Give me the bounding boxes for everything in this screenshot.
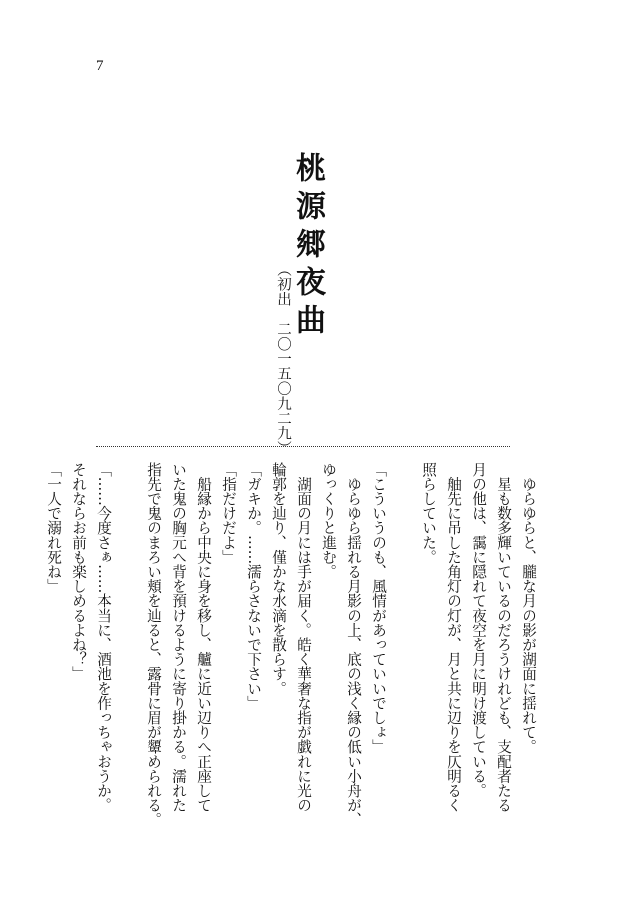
body-line: 星も数多輝いているのだろうけれども、支配者たる: [495, 462, 512, 813]
paragraph-break: [391, 462, 416, 463]
story-title: 桃源郷夜曲: [290, 152, 325, 342]
body-line: 船縁から中央に身を移し、艫に近い辺りへ正座して: [195, 462, 212, 813]
body-line: いた鬼の胸元へ背を預けるように寄り掛かる。濡れた: [170, 462, 187, 813]
body-line: ゆっくりと進む。: [320, 462, 337, 579]
body-line: 照らしていた。: [420, 462, 437, 565]
story-body: [45, 462, 541, 827]
page-number: 7: [96, 58, 104, 74]
body-line: 「指だけだよ」: [220, 462, 237, 565]
body-line: 「ガキか。……濡らさないで下さい」: [245, 462, 262, 711]
body-line: ゆらゆらと、朧な月の影が湖面に揺れて。: [520, 462, 537, 754]
body-line: 指先で鬼のまろい頬を辿ると、露骨に眉が顰められる。: [145, 462, 162, 827]
body-line: 湖面の月には手が届く。皓く華奢な指が戯れに光の: [295, 462, 312, 813]
body-line: それならお前も楽しめるよね？」: [70, 462, 87, 681]
body-line: 「こういうのも、風情があっていいでしょ」: [370, 462, 387, 754]
body-line: 月の他は、靄に隠れて夜空を月に明け渡している。: [470, 462, 487, 798]
paragraph-break: [116, 462, 141, 463]
section-divider: [96, 446, 510, 447]
first-publication-note: （初出 二〇一五〇九二九）: [275, 262, 291, 456]
body-line: 輪郭を辿り、僅かな水滴を散らす。: [270, 462, 287, 696]
body-line: 「……今度さぁ……本当に、酒池を作っちゃおうか。: [95, 462, 112, 813]
body-line: 舳先に吊した角灯の灯が、月と共に辺りを仄明るく: [445, 462, 462, 813]
body-line: 「一人で溺れ死ね」: [45, 462, 62, 594]
body-line: ゆらゆら揺れる月影の上、底の浅く縁の低い小舟が、: [345, 462, 362, 827]
